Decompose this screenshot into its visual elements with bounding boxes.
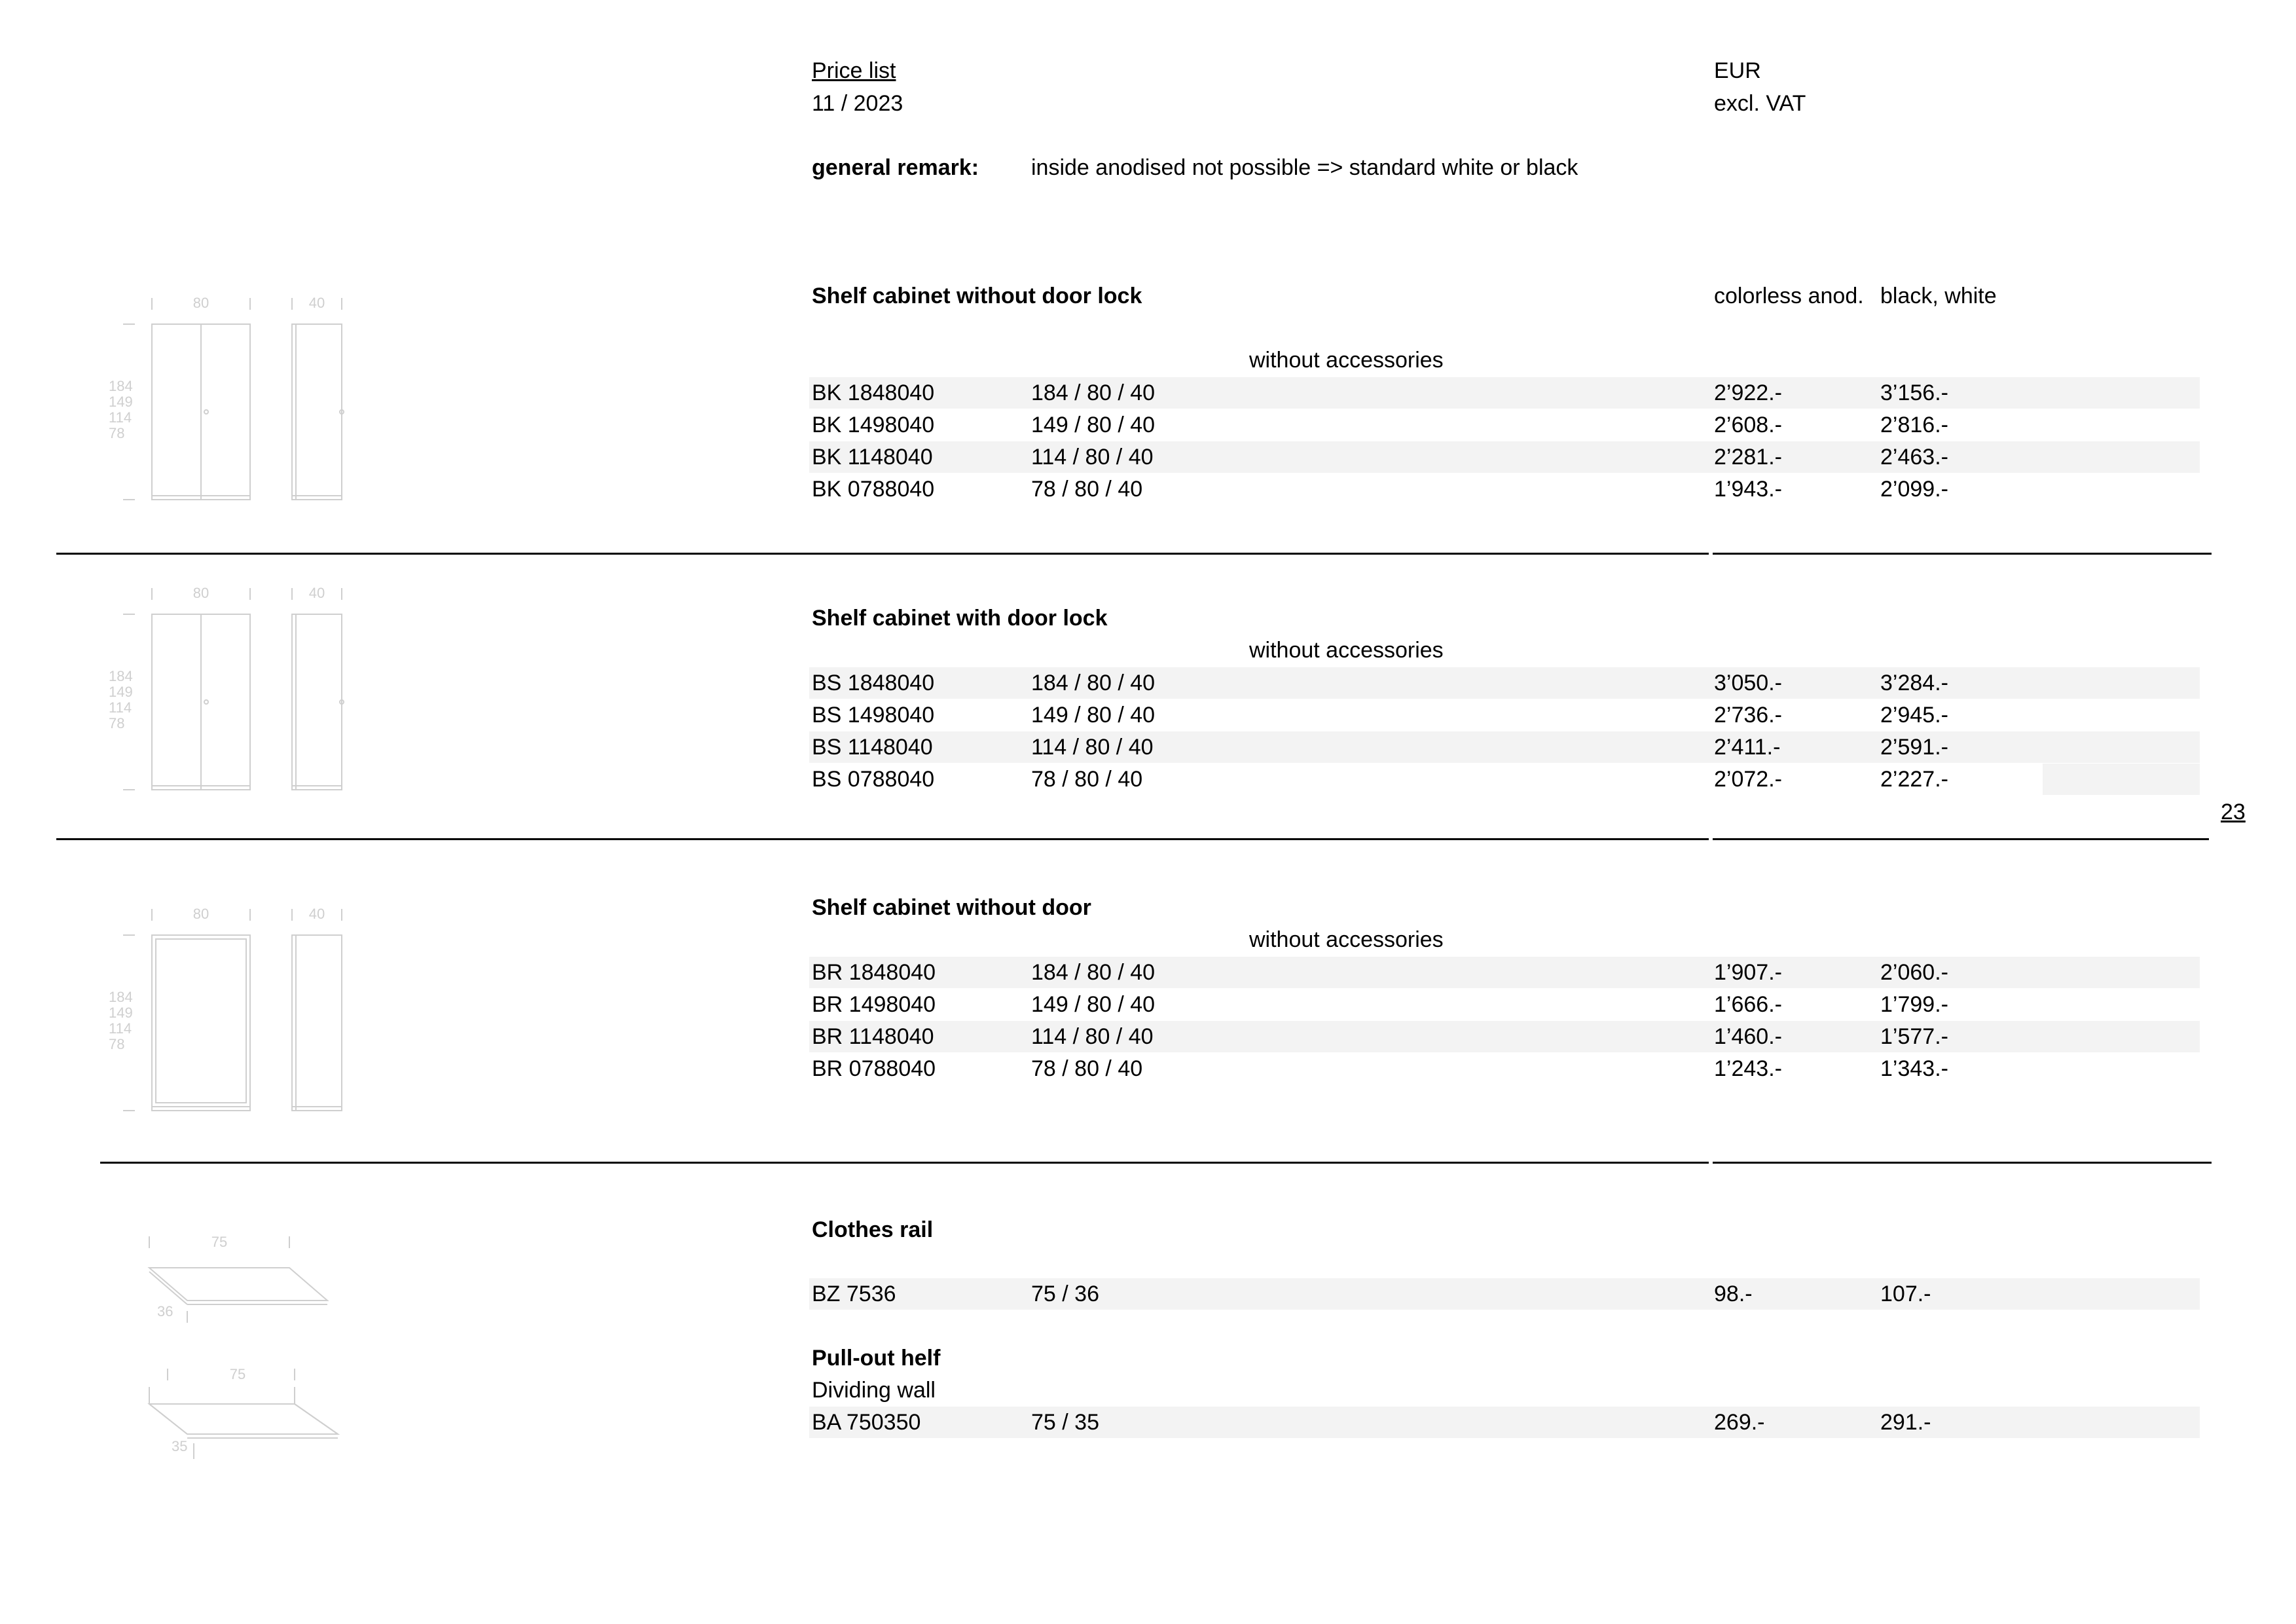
clothes-rail-drawing [137,1225,347,1342]
price-black-white: 1’577.- [1880,1024,1948,1049]
shelf-depth-label: 35 [172,1438,188,1454]
price-anodised: 2’922.- [1714,380,1782,405]
height-label: 149 [109,684,133,700]
article-code: BS 1848040 [812,671,935,695]
price-anodised: 3’050.- [1714,671,1782,695]
dimensions: 114 / 80 / 40 [1031,1024,1154,1049]
dimensions: 184 / 80 / 40 [1031,960,1156,985]
article-code: BR 0788040 [812,1056,936,1081]
price-anodised: 98.- [1714,1282,1753,1306]
price-black-white: 3’284.- [1880,671,1948,695]
dimensions: 149 / 80 / 40 [1031,413,1156,437]
height-label: 78 [109,425,125,441]
depth-label: 40 [308,295,325,311]
row-band [809,667,2200,699]
article-code: BS 1148040 [812,735,933,760]
height-label: 114 [109,409,132,426]
row-band [809,441,2200,473]
price-list-title: Price list [812,58,896,83]
price-black-white: 2’060.- [1880,960,1948,985]
price-black-white: 3’156.- [1880,380,1948,405]
dimensions: 149 / 80 / 40 [1031,992,1156,1017]
clothes-rail-title: Clothes rail [812,1217,934,1242]
row-band [809,1407,2200,1438]
price-anodised: 2’281.- [1714,445,1782,470]
dimensions: 149 / 80 / 40 [1031,703,1156,728]
cabinet-drawing-without-lock [105,291,354,507]
section-title: Shelf cabinet with door lock [812,606,1108,631]
general-remark-label: general remark: [812,155,979,180]
price-black-white: 1’343.- [1880,1056,1948,1081]
price-anodised: 2’411.- [1714,735,1781,760]
section-divider [56,838,1709,840]
cabinet-drawing-without-door [105,902,354,1118]
dimensions: 75 / 36 [1031,1282,1099,1306]
rail-depth-label: 36 [157,1303,173,1320]
section-title: Shelf cabinet without door [812,895,1091,920]
section-subtitle: without accessories [1249,638,1444,663]
price-anodised: 1’943.- [1714,477,1782,502]
height-label: 78 [109,715,125,731]
price-black-white: 2’227.- [1880,767,1948,792]
section-subtitle: without accessories [1249,927,1444,952]
price-anodised: 1’460.- [1714,1024,1782,1049]
pullout-shelf-drawing [137,1361,347,1479]
width-label: 80 [192,906,210,922]
height-label: 114 [109,699,132,716]
article-code: BR 1148040 [812,1024,934,1049]
price-anodised: 2’608.- [1714,413,1782,437]
article-code: BK 1148040 [812,445,933,470]
article-code: BZ 7536 [812,1282,896,1306]
section-divider [1713,553,2212,555]
dimensions: 78 / 80 / 40 [1031,767,1143,792]
dimensions: 184 / 80 / 40 [1031,380,1156,405]
article-code: BS 0788040 [812,767,935,792]
row-band [809,1021,2200,1052]
row-band-fragment [2043,764,2200,795]
currency-label: EUR [1714,58,1761,83]
article-code: BR 1848040 [812,960,936,985]
price-black-white: 2’099.- [1880,477,1948,502]
column-header-colorless: colorless anod. [1714,284,1864,308]
section-divider [1713,1162,2212,1164]
dimensions: 114 / 80 / 40 [1031,735,1154,760]
section-divider [100,1162,1709,1164]
article-code: BS 1498040 [812,703,935,728]
width-label: 80 [192,295,210,311]
height-label: 184 [109,668,133,684]
row-band [809,377,2200,409]
price-anodised: 1’907.- [1714,960,1782,985]
pullout-subtitle: Dividing wall [812,1378,936,1403]
shelf-width-label: 75 [229,1366,246,1382]
article-code: BK 0788040 [812,477,935,502]
article-code: BA 750350 [812,1410,921,1435]
height-label: 149 [109,394,133,410]
depth-label: 40 [308,585,325,601]
height-label: 78 [109,1036,125,1052]
height-label: 184 [109,989,133,1005]
cabinet-drawing-with-lock [105,581,354,798]
price-black-white: 291.- [1880,1410,1931,1435]
price-anodised: 2’072.- [1714,767,1782,792]
dimensions: 75 / 35 [1031,1410,1099,1435]
general-remark-text: inside anodised not possible => standard white or black [1031,155,1578,180]
article-code: BR 1498040 [812,992,936,1017]
price-anodised: 1’243.- [1714,1056,1782,1081]
row-band [809,957,2200,988]
price-black-white: 2’816.- [1880,413,1948,437]
price-black-white: 107.- [1880,1282,1931,1306]
depth-label: 40 [308,906,325,922]
vat-label: excl. VAT [1714,91,1806,116]
price-anodised: 269.- [1714,1410,1765,1435]
height-label: 114 [109,1020,132,1037]
height-label: 149 [109,1005,133,1021]
rail-width-label: 75 [211,1234,228,1250]
price-black-white: 2’463.- [1880,445,1948,470]
price-black-white: 2’945.- [1880,703,1948,728]
pullout-title: Pull-out helf [812,1346,941,1371]
page-number: 23 [2221,800,2246,824]
width-label: 80 [192,585,210,601]
dimensions: 78 / 80 / 40 [1031,1056,1143,1081]
row-band [809,1278,2200,1310]
price-black-white: 1’799.- [1880,992,1948,1017]
article-code: BK 1848040 [812,380,935,405]
dimensions: 78 / 80 / 40 [1031,477,1143,502]
section-title: Shelf cabinet without door lock [812,284,1142,308]
price-black-white: 2’591.- [1880,735,1948,760]
section-subtitle: without accessories [1249,348,1444,373]
price-anodised: 2’736.- [1714,703,1782,728]
section-divider [56,553,1709,555]
column-header-black-white: black, white [1880,284,1997,308]
price-anodised: 1’666.- [1714,992,1782,1017]
row-band [809,731,2200,763]
price-list-date: 11 / 2023 [812,91,903,116]
height-label: 184 [109,378,133,394]
section-divider [1713,838,2209,840]
dimensions: 114 / 80 / 40 [1031,445,1154,470]
dimensions: 184 / 80 / 40 [1031,671,1156,695]
article-code: BK 1498040 [812,413,935,437]
